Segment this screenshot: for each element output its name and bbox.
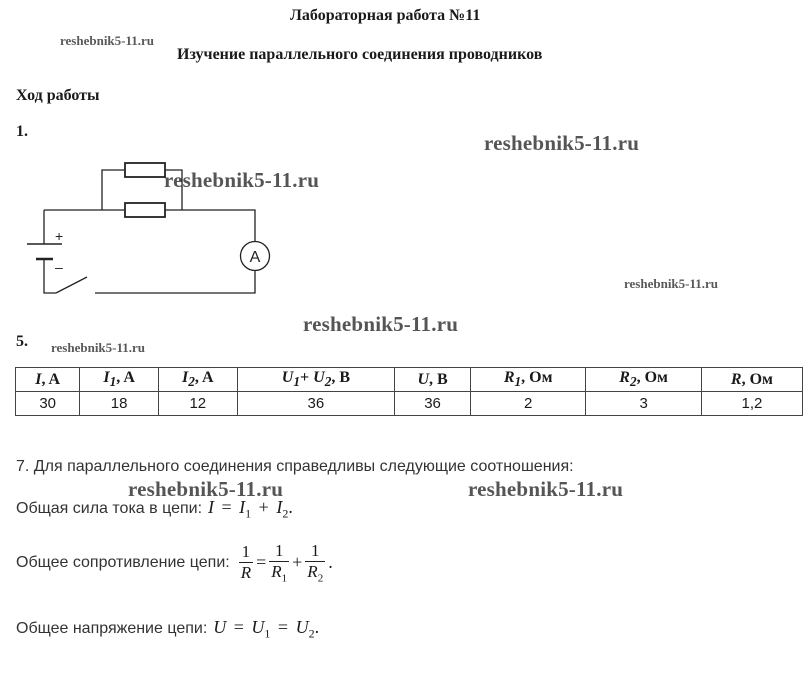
- watermark: reshebnik5-11.ru: [484, 131, 640, 155]
- wire: [165, 170, 182, 210]
- step-1-label: 1.: [16, 123, 28, 140]
- table-cell: 1,2: [701, 392, 802, 416]
- watermark: reshebnik5-11.ru: [624, 276, 719, 291]
- header-cell-I1: $I_1$, A: [80, 368, 159, 392]
- formula-resistance-label: Общее сопротивление цепи:: [16, 553, 230, 571]
- formula-resistance-expr: $\frac{1}{R}$ = $\frac{1}{R_1}$ + $\frac{1}{R_2}$ .: [240, 541, 333, 585]
- header-cell-R1: $R_1$, Ом: [470, 368, 585, 392]
- table-cell: 36: [395, 392, 471, 416]
- formula-resistance: [16, 541, 333, 584]
- watermark: reshebnik5-11.ru: [468, 477, 624, 501]
- fraction: $\frac{1}{R_2}$: [307, 541, 324, 585]
- table-cell: 2: [470, 392, 585, 416]
- watermark: reshebnik5-11.ru: [60, 33, 155, 48]
- table-cell: 12: [158, 392, 237, 416]
- watermark: reshebnik5-11.ru: [164, 168, 320, 192]
- formula-current: [16, 497, 293, 522]
- header-cell-I: I, A: [16, 368, 80, 392]
- fraction: $\frac{1}{R_1}$: [271, 541, 288, 585]
- ammeter-label: A: [249, 249, 261, 266]
- circuit-diagram: [0, 160, 300, 305]
- formula-voltage-expr: $U = U_1 = U_2$.: [213, 617, 320, 641]
- formula-voltage-label: Общее напряжение цепи:: [16, 620, 208, 638]
- resistor-2-icon: [125, 203, 165, 217]
- step-7-text: 7. Для параллельного соединения справедливы следующие соотношения:: [16, 458, 574, 475]
- battery-plus-sign: +: [55, 228, 64, 244]
- wire: [95, 270, 255, 293]
- step-5-label: 5.: [16, 333, 28, 350]
- formula-current-expr: $I = I_1 + I_2$.: [208, 497, 293, 521]
- formula-current-label: Общая сила тока в цепи:: [16, 500, 203, 518]
- header-cell-U: U, B: [395, 368, 471, 392]
- table-cell: 30: [16, 392, 80, 416]
- header-cell-I2: $I_2$, A: [158, 368, 237, 392]
- battery-minus-sign: –: [55, 259, 63, 275]
- resistor-1-icon: [125, 163, 165, 177]
- watermark: reshebnik5-11.ru: [128, 477, 284, 501]
- table-row: [16, 392, 803, 416]
- table-header-row: [16, 368, 803, 392]
- page-title: Лабораторная работа №11: [290, 7, 481, 24]
- fraction: $\frac{1}{R}$: [240, 542, 252, 583]
- wire: [102, 170, 125, 210]
- formula-voltage: [16, 617, 319, 642]
- table-cell: 3: [586, 392, 701, 416]
- page-subtitle: Изучение параллельного соединения проводников: [177, 46, 543, 63]
- header-cell-R2: $R_2$, Ом: [586, 368, 701, 392]
- wire: [182, 210, 255, 242]
- header-cell-U1-plus-U2: $U_1+ U_2$, B: [237, 368, 395, 392]
- table-cell: 36: [237, 392, 395, 416]
- watermark: reshebnik5-11.ru: [51, 340, 146, 355]
- section-heading: Ход работы: [16, 87, 100, 104]
- results-table: [15, 367, 803, 416]
- table-cell: 18: [80, 392, 159, 416]
- switch-icon: [56, 277, 87, 293]
- watermark: reshebnik5-11.ru: [303, 312, 459, 336]
- header-cell-R: R, Ом: [701, 368, 802, 392]
